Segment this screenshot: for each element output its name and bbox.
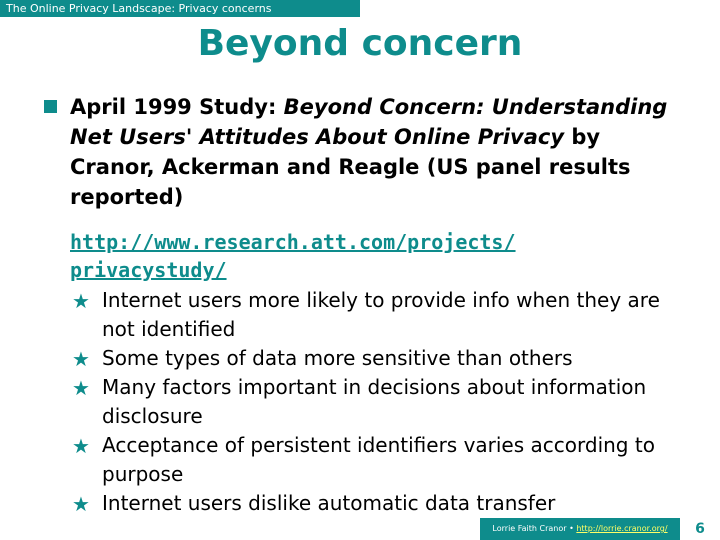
main-bullet-suffix: by Cranor, Ackerman and Reagle (US panel results reported): [70, 125, 631, 209]
square-bullet-icon: [44, 100, 57, 113]
footer-author: Lorrie Faith Cranor: [492, 524, 567, 533]
slide-title: Beyond concern: [197, 23, 523, 64]
section-header-bar: [0, 0, 360, 17]
list-item-text: Acceptance of persistent identifiers varies according to purpose: [102, 433, 655, 486]
list-item: [70, 286, 690, 344]
footer-url[interactable]: http://lorrie.cranor.org/: [576, 524, 668, 533]
star-bullet-icon: ★: [72, 289, 90, 313]
footer-bar: [480, 518, 680, 540]
list-item-text: Internet users dislike automatic data transfer: [102, 491, 556, 515]
list-item: [70, 373, 690, 431]
star-bullet-icon: ★: [72, 492, 90, 516]
study-link-line2[interactable]: privacystudy/: [70, 258, 227, 282]
study-link[interactable]: [70, 228, 630, 284]
star-bullet-icon: ★: [72, 376, 90, 400]
list-item-text: Many factors important in decisions about information disclosure: [102, 375, 647, 428]
list-item: [70, 431, 690, 489]
section-title: The Online Privacy Landscape: Privacy concerns: [6, 2, 272, 15]
study-link-line1[interactable]: http://www.research.att.com/projects/: [70, 230, 516, 254]
list-item: [70, 344, 690, 373]
star-bullet-icon: ★: [72, 434, 90, 458]
list-item-text: Internet users more likely to provide info when they are not identified: [102, 288, 660, 341]
star-bullet-icon: ★: [72, 347, 90, 371]
footer-separator: •: [566, 524, 577, 533]
list-item-text: Some types of data more sensitive than others: [102, 346, 573, 370]
main-bullet-text: [70, 92, 670, 212]
study-title: Beyond Concern: Understanding Net Users' Attitudes About Online Privacy: [70, 95, 668, 149]
list-item: [70, 489, 690, 518]
findings-list: [70, 286, 690, 518]
main-bullet-prefix: April 1999 Study:: [70, 95, 284, 119]
page-number: 6: [695, 521, 705, 537]
